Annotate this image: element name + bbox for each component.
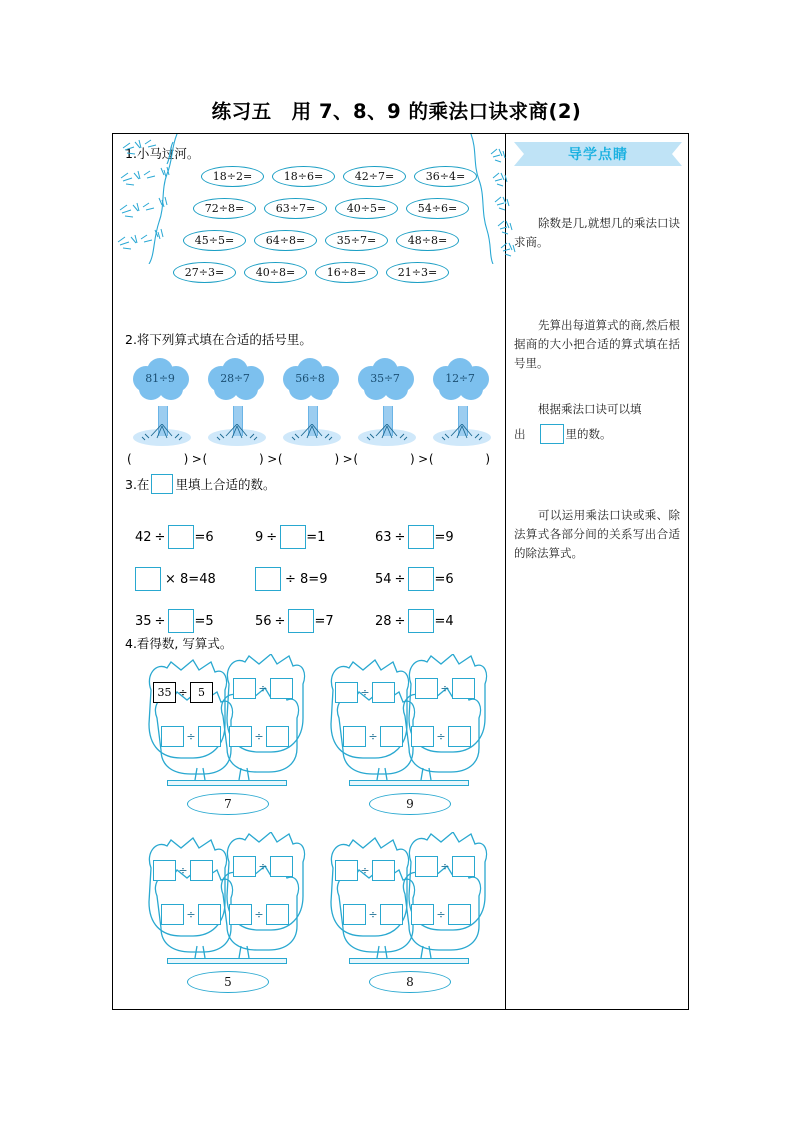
bracket-open: ( — [353, 452, 359, 466]
division-equation[interactable] — [415, 856, 475, 877]
division-equation[interactable] — [335, 860, 395, 881]
bracket-close: ) — [409, 452, 415, 466]
equation-item[interactable] — [375, 609, 495, 633]
tip-3-line-1: 根据乘法口诀可以填 — [538, 402, 642, 416]
dividend-box[interactable] — [161, 726, 184, 747]
stepping-stones — [184, 166, 491, 296]
question-4-heading: 4.看得数, 写算式。 — [125, 636, 233, 651]
divide-icon: ÷ — [394, 529, 406, 545]
greater-than-sign: > — [267, 452, 278, 466]
dividend: 56 — [255, 613, 272, 629]
tree-roots — [437, 424, 487, 442]
leaf-group — [137, 832, 317, 997]
bracket-close: ) — [259, 452, 264, 466]
leaf-pair-shape — [319, 832, 499, 960]
greater-than-sign: > — [418, 452, 429, 466]
stone-expression[interactable]: 64÷8= — [254, 230, 317, 251]
page-title: 练习五 用 7、8、9 的乘法口诀求商(2) — [211, 100, 582, 123]
stone-expression[interactable]: 27÷3= — [173, 262, 236, 283]
leaf-shelf — [349, 958, 469, 964]
dividend-box[interactable] — [229, 726, 252, 747]
dividend: 28 — [375, 613, 392, 629]
dividend-box[interactable] — [153, 860, 176, 881]
division-equation[interactable] — [233, 678, 293, 699]
tree-item[interactable] — [277, 356, 347, 448]
stone-expression[interactable]: 21÷3= — [386, 262, 449, 283]
tip-1: 除数是几,就想几的乘法口诀求商。 — [514, 216, 680, 249]
stone-row — [201, 166, 485, 190]
tree-expression: 12÷7 — [445, 372, 475, 385]
greater-than-sign: > — [342, 452, 353, 466]
dividend-box[interactable] — [415, 856, 438, 877]
dividend-box[interactable] — [411, 726, 434, 747]
equation-item[interactable] — [135, 609, 255, 633]
equation-tail: ÷ 8=9 — [285, 571, 328, 587]
tree-expression: 35÷7 — [370, 372, 400, 385]
divide-icon: ÷ — [154, 529, 166, 545]
bracket-close: ) — [334, 452, 340, 466]
stone-expression[interactable]: 40÷5= — [335, 198, 398, 219]
bracket-close: ) — [183, 452, 189, 466]
divide-icon: ÷ — [254, 908, 264, 921]
tree-roots — [287, 424, 337, 442]
divisor-box[interactable] — [448, 904, 471, 925]
division-equation[interactable] — [233, 856, 293, 877]
divide-icon: ÷ — [258, 682, 268, 695]
equation-row — [135, 558, 495, 600]
division-equation[interactable] — [411, 904, 471, 925]
river-left-decoration — [115, 134, 181, 264]
tree-item[interactable] — [352, 356, 422, 448]
division-equation[interactable] — [335, 682, 395, 703]
divisor-box[interactable] — [198, 726, 221, 747]
stone-expression[interactable]: 36÷4= — [414, 166, 477, 187]
equation-item[interactable] — [255, 609, 375, 633]
tree-roots — [362, 424, 412, 442]
answer-box-icon — [540, 424, 564, 444]
tree-roots — [212, 424, 262, 442]
equation-tail: × 8=48 — [165, 571, 216, 587]
division-equation[interactable] — [229, 904, 289, 925]
answer-box[interactable] — [255, 567, 281, 591]
answer-box[interactable] — [408, 525, 434, 549]
stone-expression[interactable]: 40÷8= — [244, 262, 307, 283]
dividend-box[interactable]: 35 — [153, 682, 176, 703]
dividend-box[interactable] — [335, 682, 358, 703]
worksheet-frame — [112, 133, 689, 1010]
divide-icon: ÷ — [440, 682, 450, 695]
dividend-box[interactable] — [229, 904, 252, 925]
question-3-heading — [125, 474, 275, 494]
dividend: 9 — [255, 529, 264, 545]
division-equation[interactable] — [229, 726, 289, 747]
exercise-column — [113, 134, 505, 1009]
question-2-heading: 2.将下列算式填在合适的括号里。 — [125, 332, 312, 347]
dividend-box[interactable] — [343, 904, 366, 925]
division-equation[interactable] — [153, 682, 213, 703]
dividend-box[interactable] — [415, 678, 438, 699]
stone-expression[interactable]: 48÷8= — [396, 230, 459, 251]
dividend: 35 — [135, 613, 152, 629]
dividend-box[interactable] — [161, 904, 184, 925]
divide-icon: ÷ — [440, 860, 450, 873]
tip-3-prefix: 出 — [514, 426, 526, 441]
bracket-open: ( — [127, 452, 132, 466]
equation-item[interactable] — [135, 525, 255, 549]
divide-icon: ÷ — [360, 864, 370, 877]
divide-icon: ÷ — [368, 908, 378, 921]
equation-tail: =1 — [306, 529, 326, 545]
tree-expression: 56÷8 — [295, 372, 325, 385]
equation-tail: =9 — [434, 529, 454, 545]
bracket-open: ( — [428, 452, 434, 466]
stone-expression[interactable]: 54÷6= — [406, 198, 469, 219]
leaf-shelf — [167, 780, 287, 786]
bracket-open: ( — [277, 452, 283, 466]
tip-2: 先算出每道算式的商,然后根据商的大小把合适的算式填在括号里。 — [514, 318, 680, 370]
answer-box-icon — [151, 474, 173, 494]
guidance-column — [506, 134, 690, 1009]
dividend: 54 — [375, 571, 392, 587]
divide-icon: ÷ — [436, 908, 446, 921]
bracket-open: ( — [202, 452, 208, 466]
dividend-box[interactable] — [335, 860, 358, 881]
equation-row — [135, 516, 495, 558]
tree-expression: 28÷7 — [220, 372, 250, 385]
tree-expression: 81÷9 — [145, 372, 175, 385]
equation-tail: =4 — [434, 613, 454, 629]
dividend-box[interactable] — [411, 904, 434, 925]
equation-tail: =5 — [194, 613, 214, 629]
divide-icon: ÷ — [186, 730, 196, 743]
tree-item[interactable] — [202, 356, 272, 448]
dividend: 63 — [375, 529, 392, 545]
fill-in-equations — [135, 516, 495, 642]
group-answer: 9 — [369, 793, 451, 815]
question-3-heading-after: 里填上合适的数。 — [175, 477, 276, 492]
divide-icon: ÷ — [254, 730, 264, 743]
answer-box[interactable] — [135, 567, 161, 591]
group-answer: 7 — [187, 793, 269, 815]
stone-row — [183, 230, 467, 254]
answer-box[interactable] — [168, 609, 194, 633]
dividend-box[interactable] — [233, 678, 256, 699]
answer-box[interactable] — [280, 525, 306, 549]
divisor-box[interactable] — [190, 860, 213, 881]
divide-icon: ÷ — [178, 686, 188, 699]
guidance-header — [514, 142, 682, 166]
divide-icon: ÷ — [154, 613, 166, 629]
divisor-box[interactable] — [270, 856, 293, 877]
question-1-heading: 1.小马过河。 — [125, 146, 200, 161]
stone-expression[interactable]: 16÷8= — [315, 262, 378, 283]
division-equation[interactable] — [161, 726, 221, 747]
divisor-box[interactable] — [266, 726, 289, 747]
tree-row — [127, 356, 497, 448]
stone-row — [193, 198, 477, 222]
divide-icon: ÷ — [258, 860, 268, 873]
divide-icon: ÷ — [436, 730, 446, 743]
dividend-box[interactable] — [343, 726, 366, 747]
stone-expression[interactable]: 63÷7= — [264, 198, 327, 219]
division-equation[interactable] — [153, 860, 213, 881]
group-answer: 5 — [187, 971, 269, 993]
divide-icon: ÷ — [368, 730, 378, 743]
equation-item[interactable] — [255, 525, 375, 549]
equation-tail: =6 — [194, 529, 214, 545]
stone-expression[interactable]: 45÷5= — [183, 230, 246, 251]
greater-than-sign: > — [191, 452, 202, 466]
divisor-box[interactable] — [372, 860, 395, 881]
divisor-box[interactable] — [372, 682, 395, 703]
tip-4: 可以运用乘法口诀或乘、除法算式各部分间的关系写出合适的除法算式。 — [514, 508, 680, 560]
answer-box[interactable] — [288, 609, 314, 633]
divide-icon: ÷ — [186, 908, 196, 921]
divide-icon: ÷ — [394, 613, 406, 629]
answer-box[interactable] — [168, 525, 194, 549]
group-answer: 8 — [369, 971, 451, 993]
division-equation[interactable] — [343, 904, 403, 925]
equation-item[interactable] — [135, 567, 255, 591]
dividend-box[interactable] — [233, 856, 256, 877]
divide-icon: ÷ — [394, 571, 406, 587]
stone-expression[interactable]: 18÷6= — [272, 166, 335, 187]
division-equation[interactable] — [415, 678, 475, 699]
leaf-shelf — [349, 780, 469, 786]
leaf-group — [319, 654, 499, 819]
equation-tail: =7 — [314, 613, 334, 629]
tip-3-line-2 — [514, 424, 680, 444]
divide-icon: ÷ — [274, 613, 286, 629]
leaf-group — [137, 654, 317, 819]
question-3-heading-before: 3.在 — [125, 477, 150, 492]
tree-item[interactable] — [427, 356, 497, 448]
divisor-box[interactable] — [448, 726, 471, 747]
stone-expression[interactable]: 18÷2= — [201, 166, 264, 187]
divisor-box[interactable] — [380, 726, 403, 747]
divide-icon: ÷ — [178, 864, 188, 877]
answer-box[interactable] — [408, 567, 434, 591]
divisor-box[interactable] — [380, 904, 403, 925]
leaf-groups — [123, 654, 498, 994]
guidance-header-label: 导学点睛 — [568, 147, 628, 163]
leaf-shelf — [167, 958, 287, 964]
leaf-pair-shape — [137, 654, 317, 782]
dividend: 42 — [135, 529, 152, 545]
leaf-pair-shape — [319, 654, 499, 782]
tip-3-suffix: 里的数。 — [565, 426, 612, 441]
divisor-box[interactable]: 5 — [190, 682, 213, 703]
answer-box[interactable] — [408, 609, 434, 633]
division-equation[interactable] — [411, 726, 471, 747]
divisor-box[interactable] — [198, 904, 221, 925]
divisor-box[interactable] — [452, 856, 475, 877]
divisor-box[interactable] — [270, 678, 293, 699]
tree-roots — [137, 424, 187, 442]
stone-expression[interactable]: 72÷8= — [193, 198, 256, 219]
equation-item[interactable] — [255, 567, 375, 591]
division-equation[interactable] — [161, 904, 221, 925]
divisor-box[interactable] — [266, 904, 289, 925]
equation-item[interactable] — [375, 567, 495, 591]
divide-icon: ÷ — [360, 686, 370, 699]
leaf-pair-shape — [137, 832, 317, 960]
stone-expression[interactable]: 42÷7= — [343, 166, 406, 187]
bracket-comparison-row[interactable] — [127, 452, 493, 466]
stone-expression[interactable]: 35÷7= — [325, 230, 388, 251]
divisor-box[interactable] — [452, 678, 475, 699]
leaf-group — [319, 832, 499, 997]
equation-item[interactable] — [375, 525, 495, 549]
stone-row — [173, 262, 457, 286]
division-equation[interactable] — [343, 726, 403, 747]
bracket-close: ) — [485, 452, 491, 466]
divide-icon: ÷ — [266, 529, 278, 545]
equation-tail: =6 — [434, 571, 454, 587]
tree-item[interactable] — [127, 356, 197, 448]
